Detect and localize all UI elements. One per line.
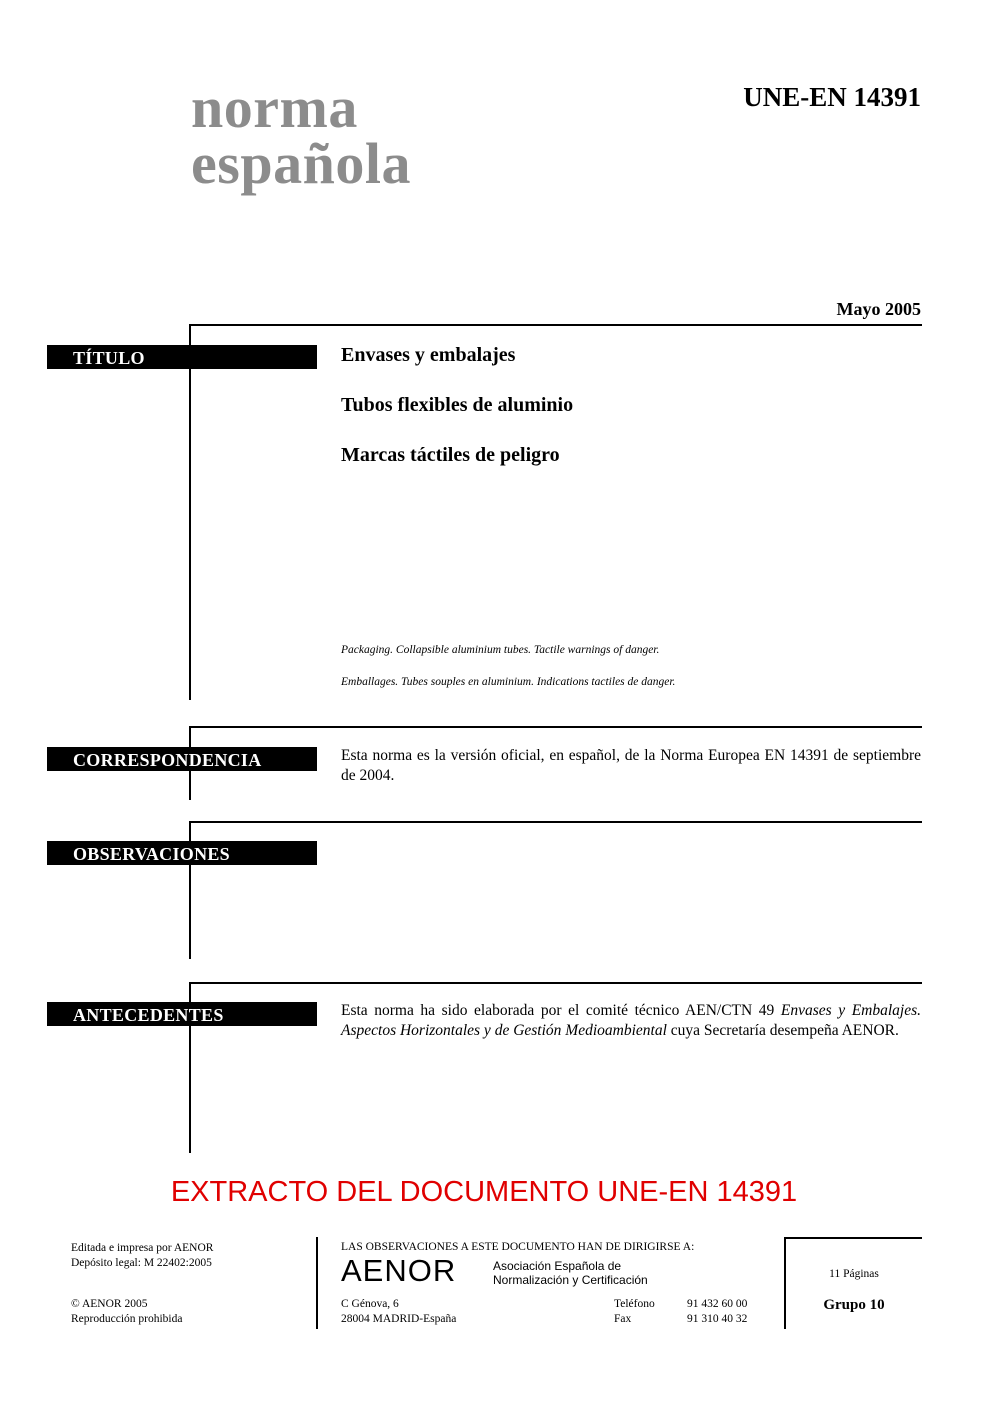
footer-divider-left: [316, 1237, 318, 1329]
edited-by: Editada e impresa por AENOR: [71, 1242, 214, 1254]
footer-edition: [71, 1241, 213, 1271]
brand-line-1: norma: [191, 75, 358, 140]
committee-name: Envases y Embalajes. Aspectos Horizontales y de Gestión Medioambiental: [341, 1002, 922, 1039]
brand-title: [191, 75, 411, 196]
aenor-name-line-2: Normalización y Certificación: [493, 1273, 648, 1287]
aenor-name-line-1: Asociación Española de: [493, 1259, 622, 1273]
fax-number: 91 310 40 32: [687, 1313, 748, 1325]
standard-code: UNE-EN 14391: [743, 82, 921, 112]
aenor-full-name: [493, 1259, 648, 1287]
reproduction-notice: Reproducción prohibida: [71, 1313, 183, 1325]
fax-label: Fax: [614, 1313, 632, 1325]
phone-label: Teléfono: [614, 1298, 655, 1310]
aenor-address: [341, 1297, 456, 1327]
correspondencia-label: CORRESPONDENCIA: [47, 747, 317, 771]
titulo-label: TÍTULO: [47, 345, 317, 369]
titulo-top-rule: [189, 324, 922, 326]
page-count: 11 Páginas: [829, 1268, 879, 1280]
antecedentes-text: [341, 1001, 921, 1041]
titulo-left-rule: [189, 324, 191, 700]
address-line-1: C Génova, 6: [341, 1298, 399, 1310]
footer-copyright: [71, 1297, 182, 1327]
contact-labels: [614, 1297, 655, 1327]
observaciones-label: OBSERVACIONES: [47, 841, 317, 865]
phone-number: 91 432 60 00: [687, 1298, 748, 1310]
legal-deposit: Depósito legal: M 22402:2005: [71, 1257, 212, 1269]
title-english: Packaging. Collapsible aluminium tubes. Tactile warnings of danger.: [341, 644, 660, 656]
title-line-3: Marcas táctiles de peligro: [341, 444, 560, 466]
address-line-2: 28004 MADRID-España: [341, 1313, 457, 1325]
pages-box-left-rule: [784, 1237, 786, 1329]
copyright: © AENOR 2005: [71, 1298, 148, 1310]
antecedentes-text-start: Esta norma ha sido elaborada por el comité técnico AEN/CTN 49: [341, 1002, 781, 1019]
brand-line-2: española: [191, 131, 411, 196]
price-group: Grupo 10: [823, 1297, 885, 1313]
antecedentes-label: ANTECEDENTES: [47, 1002, 317, 1026]
title-line-2: Tubos flexibles de aluminio: [341, 394, 574, 416]
observations-notice: LAS OBSERVACIONES A ESTE DOCUMENTO HAN DE DIRIGIRSE A:: [341, 1241, 695, 1253]
pages-box-top-rule: [784, 1237, 922, 1239]
antecedentes-text-end: cuya Secretaría desempeña AENOR.: [666, 1022, 899, 1039]
title-french: Emballages. Tubes souples en aluminium. Indications tactiles de danger.: [341, 676, 676, 688]
antecedentes-top-rule: [189, 982, 922, 984]
correspondencia-text: Esta norma es la versión oficial, en español, de la Norma Europea EN 14391 de septiembre de 2004.: [341, 747, 921, 784]
extract-notice: EXTRACTO DEL DOCUMENTO UNE-EN 14391: [170, 1176, 798, 1208]
publication-date: Mayo 2005: [836, 299, 921, 319]
title-line-1: Envases y embalajes: [341, 344, 516, 366]
observaciones-top-rule: [189, 821, 922, 823]
aenor-logo: AENOR: [341, 1253, 457, 1288]
contact-numbers: [687, 1297, 747, 1327]
correspondencia-top-rule: [189, 726, 922, 728]
